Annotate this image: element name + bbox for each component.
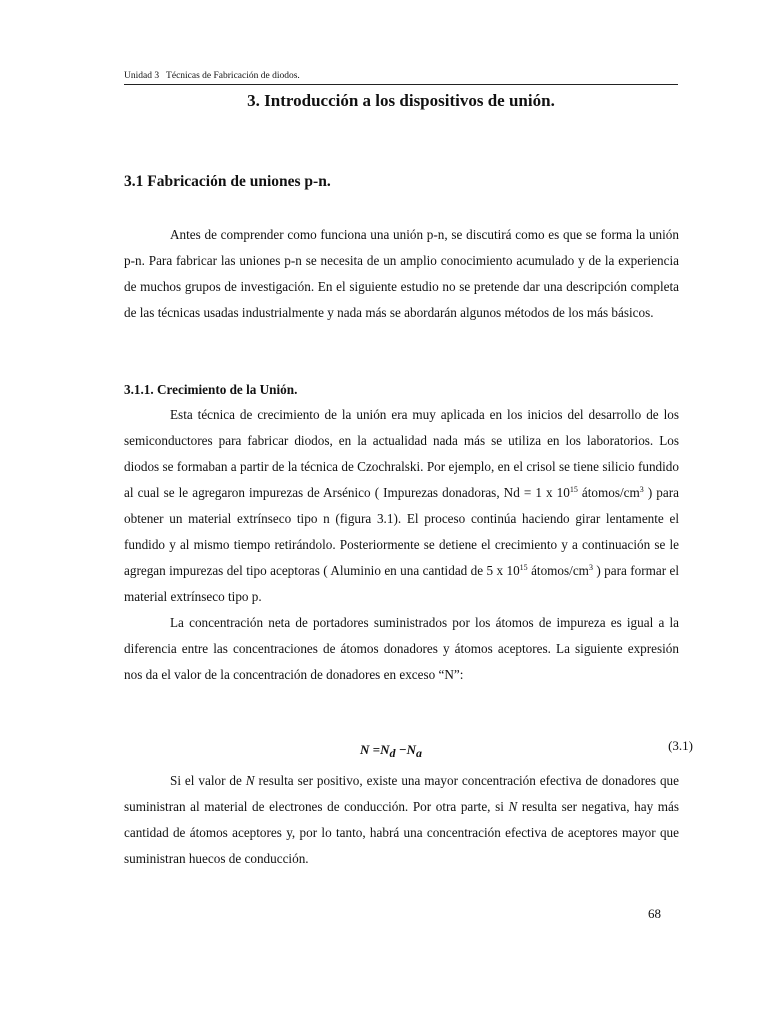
eq-sub-a: a: [415, 746, 422, 760]
equation-3-1: [124, 738, 693, 762]
equation-number: (3.1): [668, 738, 693, 753]
growth-text-2: átomos/cm: [577, 485, 640, 500]
chapter-title: 3. Introducción a los dispositivos de unión.: [247, 91, 555, 110]
eq-term-acceptor: N: [406, 742, 416, 757]
eq-minus: −: [398, 742, 407, 757]
growth-paragraph: [124, 402, 679, 610]
sign-text-3: resulta ser negativa, hay más cantidad de átomos aceptores y, por lo tanto, habrá una concentración efectiva de aceptores mayor que suministran huecos de conducción.: [124, 799, 679, 866]
section-title: 3.1 Fabricación de uniones p-n.: [124, 173, 331, 190]
sign-text-1: Si el valor de: [170, 773, 246, 788]
subsection-title: 3.1.1. Crecimiento de la Unión.: [124, 382, 298, 397]
running-header-text: Unidad 3 Técnicas de Fabricación de diodos.: [124, 71, 300, 81]
intro-paragraph-text: Antes de comprender como funciona una unión p-n, se discutirá como es que se forma la unión p-n. Para fabricar las uniones p-n se necesita de un amplio conocimiento acumulado y de la experiencia de muchos grupos de investigación. En el siguiente estudio no se pretende dar una descripción completa de las técnicas usadas industrialmente y nada más se abordarán algunos métodos de los más básicos.: [124, 227, 679, 320]
exponent-acceptor-density: 15: [519, 563, 528, 572]
growth-text-1: Esta técnica de crecimiento de la unión era muy aplicada en los inicios del desarrollo de los semiconductores para fabricar diodos, en la actualidad nada más se utiliza en los laboratorios. Los diodos se formaban a partir de la técnica de Czochralski. Por ejemplo, en el crisol se tiene silicio fundido al cual se le agregaron impurezas de Arsénico ( Impurezas donadoras, Nd = 1 x 10: [124, 407, 679, 500]
intro-paragraph: [124, 222, 679, 326]
concentration-paragraph-text: La concentración neta de portadores suministrados por los átomos de impureza es igual a la diferencia entre las concentraciones de átomos donadores y átomos aceptores. La siguiente expresión nos da el valor de la concentración de donadores en exceso “N”:: [124, 615, 679, 682]
concentration-paragraph: [124, 610, 679, 688]
growth-text-4: átomos/cm: [527, 563, 589, 578]
eq-term-donor: N: [380, 742, 390, 757]
eq-equals: =: [372, 742, 381, 757]
page-number: 68: [648, 906, 661, 921]
equation-formula: [360, 742, 422, 758]
growth-text-3: ) para obtener un material extrínseco tipo n (figura 3.1). El proceso continúa haciendo girar lentamente el fundido y al mismo tiempo retirándolo. Posteriormente se detiene el crecimiento y a continuación se le agregan impurezas del tipo aceptoras ( Aluminio en una cantidad de 5 x 10: [124, 485, 679, 578]
eq-lhs: N: [360, 742, 370, 757]
variable-n: N: [508, 799, 518, 814]
eq-sub-d: d: [389, 746, 396, 760]
exponent-donor-density: 15: [569, 485, 578, 494]
exponent-cm-acceptor: 3: [588, 563, 593, 572]
growth-text-5: ) para formar el material extrínseco tipo p.: [124, 563, 679, 604]
variable-n: N: [245, 773, 255, 788]
running-header: [124, 70, 678, 85]
exponent-cm-donor: 3: [639, 485, 644, 494]
sign-text-2: resulta ser positivo, existe una mayor concentración efectiva de donadores que suministran al material de electrones de conducción. Por otra parte, si: [124, 773, 679, 814]
sign-paragraph: [124, 768, 679, 872]
